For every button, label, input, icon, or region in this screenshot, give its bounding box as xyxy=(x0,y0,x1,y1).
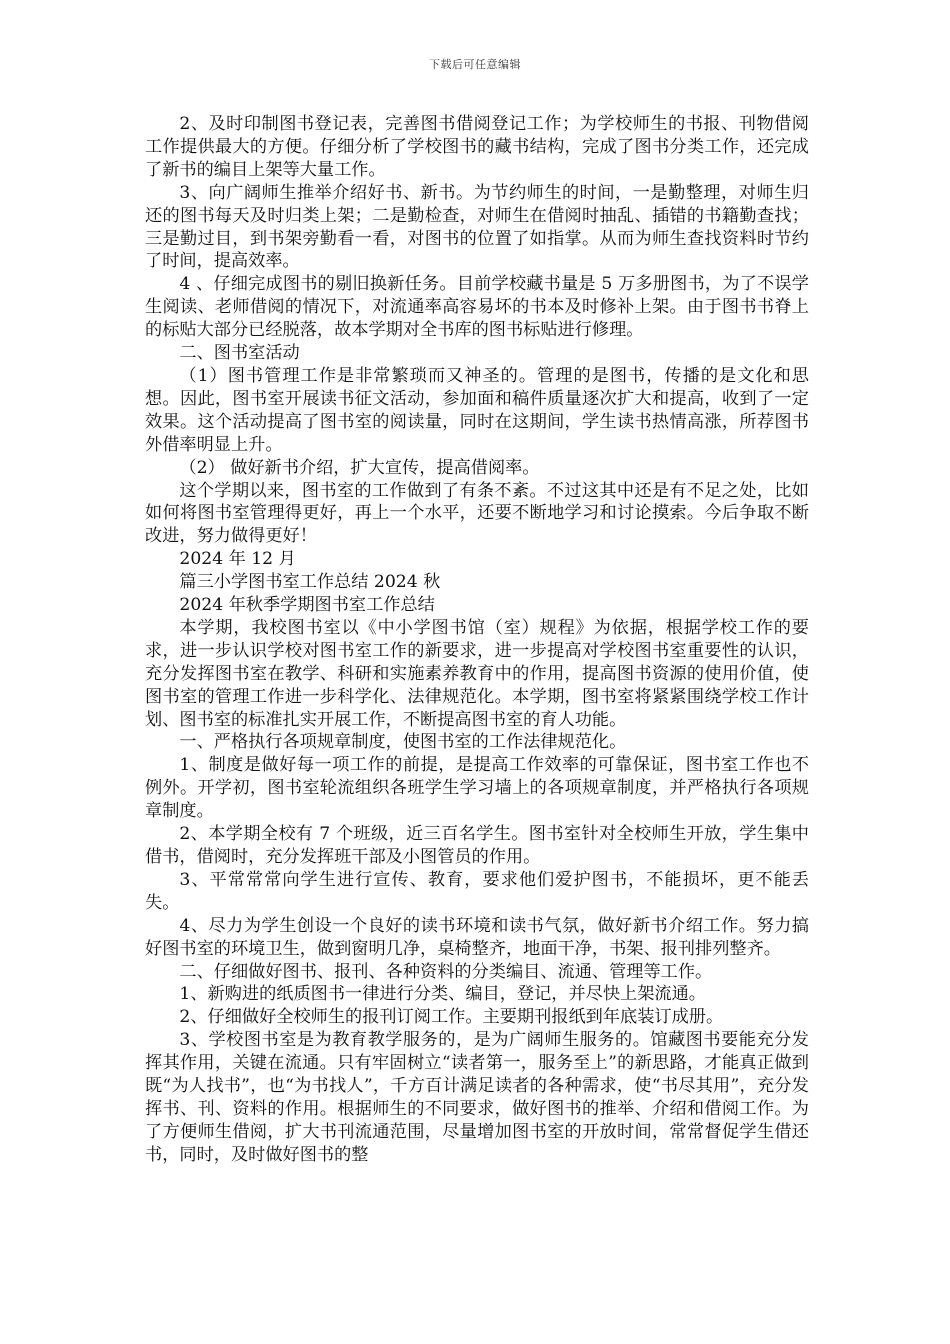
paragraph-catalog-2: 2、仔细做好全校师生的报刊订阅工作。主要期刊报纸到年底装订成册。 xyxy=(179,1007,724,1028)
paragraph-rule-3: 3、平常常常向学生进行宣传、教育，要求他们爱护图书，不能损坏，更不能丢失。 xyxy=(145,869,809,913)
paragraph-catalog-1: 1、新购进的纸质图书一律进行分类、编目，登记，并尽快上架流通。 xyxy=(179,984,706,1005)
document-body xyxy=(145,113,809,1167)
paragraph-activity-1: （1）图书管理工作是非常繁琐而又神圣的。管理的是图书，传播的是文化和思想。因此，图书室开展读书征文活动，参加面和稿件质量逐次扩大和提高，收到了一定效果。这个活动提高了图书室的阅读量，同时在这期间，学生读书热情高涨，所荐图书外借率明显上升。 xyxy=(145,365,809,455)
paragraph-catalog-3: 3、学校图书室是为教育教学服务的，是为广阔师生服务的。馆藏图书要能充分发挥其作用，关键在流通。只有牢固树立“读者第一，服务至上”的新思路，才能真正做到既“为人找书”，也“为书找人”，千方百计满足读者的各种需求，使“书尽其用”，充分发挥书、刊、资料的作用。根据师生的不同要求，做好图书的推举、介绍和借阅工作。为了方便师生借阅，扩大书刊流通范围，尽量增加图书室的开放时间，常常督促学生借还书，同时，及时做好图书的整 xyxy=(145,1030,809,1165)
paragraph-rule-4: 4、尽力为学生创设一个良好的读书环境和读书气氛，做好新书介绍工作。努力搞好图书室的环境卫生，做到窗明几净，桌椅整齐，地面干净，书架、报刊排列整齐。 xyxy=(145,915,809,959)
paragraph-rule-1: 1、制度是做好每一项工作的前提，是提高工作效率的可靠保证，图书室工作也不例外。开学初，图书室轮流组织各班学生学习墙上的各项规章制度，并严格执行各项规章制度。 xyxy=(145,755,809,822)
paragraph-conclusion: 这个学期以来，图书室的工作做到了有条不紊。不过这其中还是有不足之处，比如如何将图书室管理得更好，再上一个水平，还要不断地学习和讨论摸索。今后争取不断改进，努力做得更好！ xyxy=(145,480,809,547)
paragraph-activity-2: （2） 做好新书介绍，扩大宣传，提高借阅率。 xyxy=(179,457,540,478)
paragraph-item-3: 3、向广阔师生推举介绍好书、新书。为节约师生的时间，一是勤整理，对师生归还的图书每天及时归类上架；二是勤检查，对师生在借阅时抽乱、插错的书籍勤查找；三是勤过目，到书架旁勤看一看，对图书的位置了如指掌。从而为师生查找资料时节约了时间，提高效率。 xyxy=(145,182,809,272)
section-heading-rules: 一、严格执行各项规章制度，使图书室的工作法律规范化。 xyxy=(179,732,627,753)
paragraph-item-2: 2、及时印制图书登记表，完善图书借阅登记工作；为学校师生的书报、刊物借阅工作提供最大的方便。仔细分析了学校图书的藏书结构，完成了图书分类工作，还完成了新书的编目上架等大量工作。 xyxy=(145,114,809,180)
article-subtitle: 2024 年秋季学期图书室工作总结 xyxy=(179,595,435,616)
page-header-note: 下载后可任意编辑 xyxy=(429,58,521,71)
paragraph-intro: 本学期，我校图书室以《中小学图书馆（室）规程》为依据，根据学校工作的要求，进一步认识学校对图书室工作的新要求，进一步提高对学校图书室重要性的认识，充分发挥图书室在教学、科研和实施素养教育中的作用，提高图书资源的使用价值，使图书室的管理工作进一步科学化、法律规范化。本学期，图书室将紧紧围绕学校工作计划、图书室的标准扎实开展工作，不断提高图书室的育人功能。 xyxy=(145,617,809,730)
section-heading-activities: 二、图书室活动 xyxy=(179,343,300,364)
date-line: 2024 年 12 月 xyxy=(179,549,296,570)
paragraph-item-4: 4 、仔细完成图书的剔旧换新任务。目前学校藏书量是 5 万多册图书，为了不误学生阅读、老师借阅的情况下，对流通率高容易坏的书本及时修补上架。由于图书书脊上的标贴大部分已经脱落，故本学期对全书库的图书标贴进行修理。 xyxy=(145,274,809,341)
article-title: 篇三小学图书室工作总结 2024 秋 xyxy=(179,572,441,593)
section-heading-cataloging: 二、仔细做好图书、报刊、各种资料的分类编目、流通、管理等工作。 xyxy=(179,961,713,982)
paragraph-rule-2: 2、本学期全校有 7 个班级，近三百名学生。图书室针对全校师生开放，学生集中借书，借阅时，充分发挥班干部及小图管员的作用。 xyxy=(145,824,809,867)
